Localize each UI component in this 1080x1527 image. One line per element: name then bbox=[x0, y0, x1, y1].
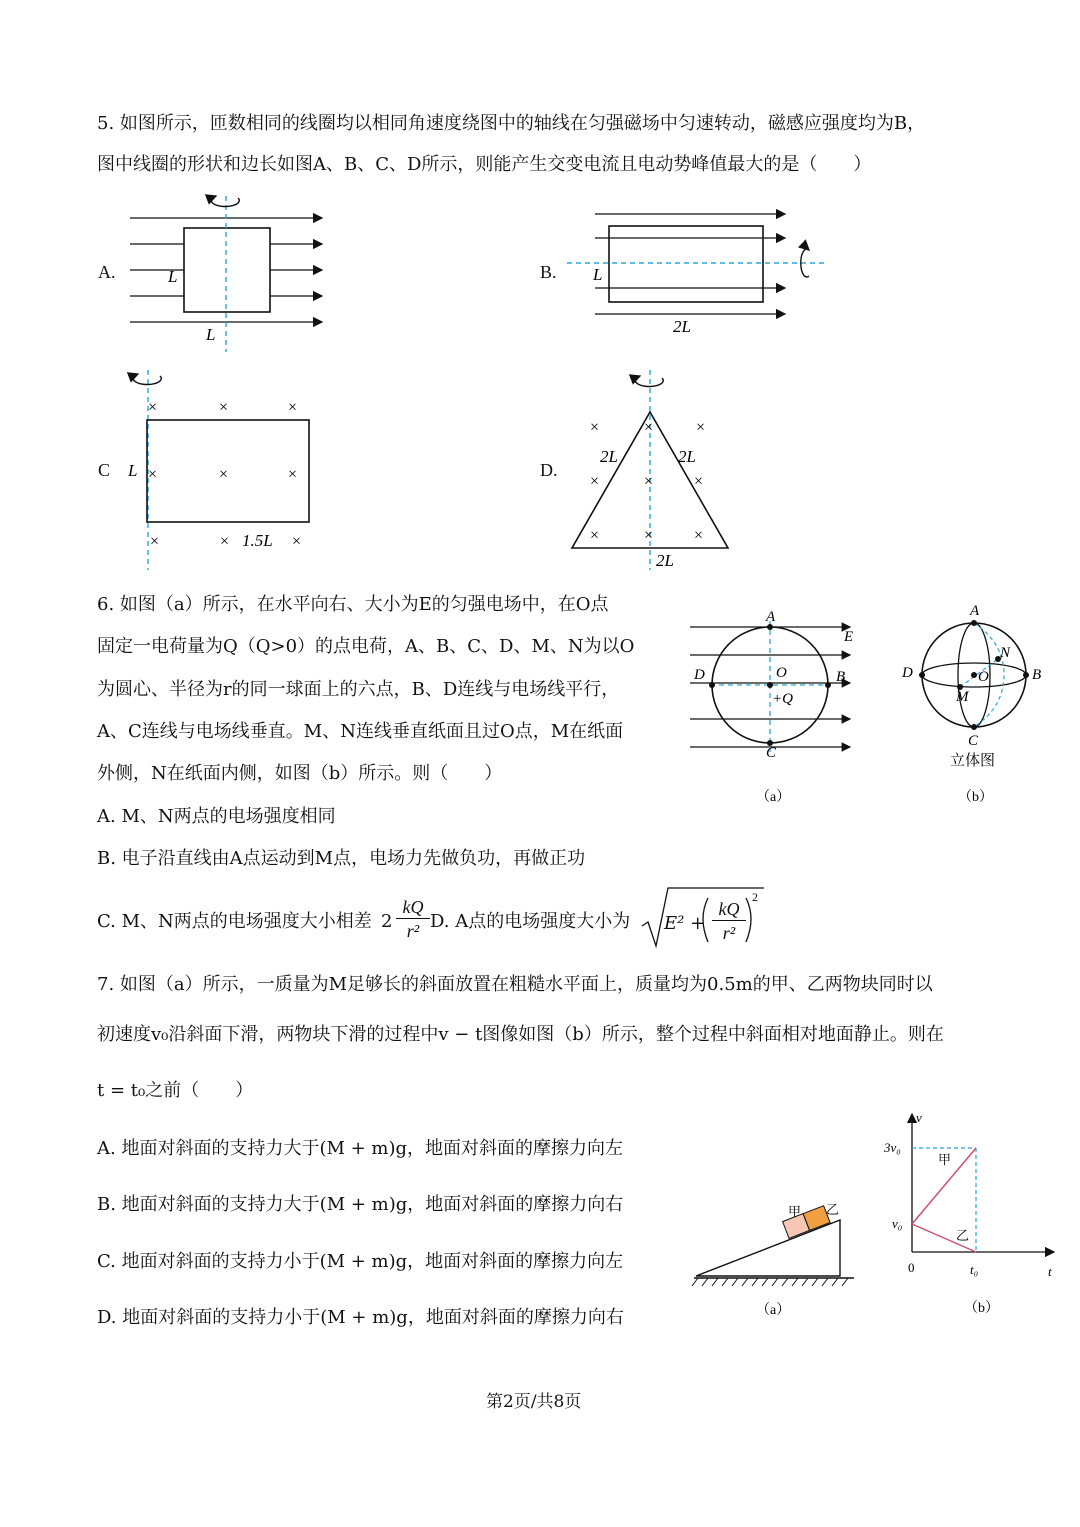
q7-line3: t = t₀之前（ ） bbox=[97, 1080, 254, 1101]
q5-figure-a bbox=[120, 188, 380, 358]
q6-line1: 6. 如图（a）所示，在水平向右、大小为E的匀强电场中，在O点 bbox=[97, 594, 609, 615]
q6-option-b: B. 电子沿直线由A点运动到M点，电场力先做负功，再做正功 bbox=[97, 848, 586, 869]
q6-option-a: A. M、N两点的电场强度相同 bbox=[97, 806, 336, 827]
q5-line1: 5. 如图所示，匝数相同的线圈均以相同角速度绕图中的轴线在匀强磁场中匀速转动，磁感应强度均为B， bbox=[97, 113, 926, 134]
q6-line4: A、C连线与电场线垂直。M、N连线垂直纸面且过O点，M在纸面 bbox=[97, 721, 624, 742]
bottom-label: 2L bbox=[673, 317, 691, 336]
page-number: 第2页/共8页 bbox=[486, 1392, 582, 1412]
q7-line2: 初速度v₀沿斜面下滑，两物块下滑的过程中v − t图像如图（b）所示，整个过程中斜面相对地面静止。则在 bbox=[97, 1024, 944, 1045]
svg-text:（a）: （a） bbox=[756, 1303, 791, 1318]
q7-option-a: A. 地面对斜面的支持力大于(M + m)g，地面对斜面的摩擦力向左 bbox=[97, 1138, 624, 1159]
q5-option-d: D. bbox=[540, 460, 558, 480]
svg-text:×: × bbox=[292, 533, 302, 550]
right-side-label: 2L bbox=[678, 447, 696, 466]
svg-text:A: A bbox=[970, 603, 980, 619]
svg-text:立体图: 立体图 bbox=[950, 753, 996, 769]
svg-text:（b）: （b） bbox=[964, 1301, 999, 1316]
q7-figure-b bbox=[880, 1108, 1060, 1318]
q6-option-d-square: 2 bbox=[752, 890, 758, 904]
svg-text:v: v bbox=[916, 1110, 922, 1125]
field-crosses bbox=[590, 419, 705, 544]
rotation-arrow-icon bbox=[133, 374, 161, 384]
q5-figure-c bbox=[120, 364, 340, 574]
svg-text:×: × bbox=[288, 466, 298, 483]
svg-text:B: B bbox=[836, 669, 846, 685]
svg-text:×: × bbox=[644, 527, 654, 544]
q7-figure-a bbox=[690, 1200, 860, 1320]
svg-text:甲: 甲 bbox=[788, 1204, 802, 1219]
svg-text:C: C bbox=[968, 733, 979, 749]
svg-text:O: O bbox=[776, 665, 787, 681]
q6-line5: 外侧，N在纸面内侧，如图（b）所示。则（ ） bbox=[97, 763, 503, 784]
q6-line3: 为圆心、半径为r的同一球面上的六点，B、D连线与电场线平行， bbox=[97, 679, 620, 700]
q5-line2: 图中线圈的形状和边长如图A、B、C、D所示，则能产生交变电流且电动势峰值最大的是（ ） bbox=[97, 154, 872, 175]
svg-text:t: t bbox=[1048, 1264, 1052, 1279]
q7-option-b: B. 地面对斜面的支持力大于(M + m)g，地面对斜面的摩擦力向右 bbox=[97, 1194, 624, 1215]
svg-text:×: × bbox=[590, 527, 600, 544]
q6-line2: 固定一电荷量为Q（Q>0）的点电荷，A、B、C、D、M、N为以O bbox=[97, 636, 635, 657]
field-crosses bbox=[148, 399, 301, 550]
side-label: L bbox=[593, 265, 603, 284]
svg-text:O: O bbox=[978, 669, 989, 685]
svg-text:×: × bbox=[694, 527, 704, 544]
q7-line1: 7. 如图（a）所示，一质量为M足够长的斜面放置在粗糙水平面上，质量均为0.5m的甲、乙两物块同时以 bbox=[97, 974, 933, 995]
rotation-arrow-icon bbox=[211, 196, 239, 206]
svg-text:×: × bbox=[696, 419, 706, 436]
svg-text:D: D bbox=[694, 667, 705, 683]
svg-text:D: D bbox=[902, 665, 913, 681]
svg-text:×: × bbox=[590, 473, 600, 490]
svg-text:v₀: v₀ bbox=[892, 1216, 903, 1231]
svg-text:×: × bbox=[694, 473, 704, 490]
svg-text:×: × bbox=[148, 466, 158, 483]
q5-option-a: A. bbox=[98, 262, 116, 282]
svg-text:乙: 乙 bbox=[826, 1202, 840, 1217]
svg-text:A: A bbox=[766, 609, 776, 625]
q6-figure-a bbox=[690, 605, 880, 805]
q5-option-b: B. bbox=[540, 262, 557, 282]
svg-text:C: C bbox=[766, 745, 777, 761]
svg-text:0: 0 bbox=[908, 1260, 915, 1275]
svg-text:乙: 乙 bbox=[956, 1228, 970, 1243]
coil bbox=[184, 228, 270, 312]
svg-text:×: × bbox=[148, 399, 158, 416]
side-label: L bbox=[168, 267, 178, 286]
bottom-label: 2L bbox=[656, 551, 674, 570]
q6-option-c-coef: 2 bbox=[381, 911, 393, 932]
q5-figure-b bbox=[565, 200, 835, 340]
svg-text:×: × bbox=[644, 419, 654, 436]
incline bbox=[696, 1220, 840, 1276]
svg-text:t₀: t₀ bbox=[970, 1262, 979, 1277]
svg-text:（b）: （b） bbox=[958, 790, 993, 805]
q6-option-c-fraction: kQ r² bbox=[396, 896, 430, 943]
side-label: L bbox=[128, 461, 138, 480]
q5-option-c: C bbox=[98, 460, 111, 480]
svg-text:M: M bbox=[956, 689, 969, 705]
svg-text:×: × bbox=[220, 533, 230, 550]
svg-text:N: N bbox=[1000, 645, 1011, 661]
svg-text:×: × bbox=[644, 473, 654, 490]
svg-text:甲: 甲 bbox=[938, 1152, 952, 1167]
svg-text:×: × bbox=[150, 533, 160, 550]
bottom-label: 1.5L bbox=[242, 531, 273, 550]
svg-text:3v₀: 3v₀ bbox=[884, 1140, 901, 1155]
q6-figure-b bbox=[900, 603, 1050, 803]
svg-text:+Q: +Q bbox=[772, 691, 793, 707]
q7-option-c: C. 地面对斜面的支持力小于(M + m)g，地面对斜面的摩擦力向左 bbox=[97, 1251, 624, 1272]
svg-text:×: × bbox=[288, 399, 298, 416]
q7-option-d: D. 地面对斜面的支持力小于(M + m)g，地面对斜面的摩擦力向右 bbox=[97, 1307, 624, 1328]
rotation-arrow-icon bbox=[635, 376, 663, 386]
svg-text:E: E bbox=[844, 629, 854, 645]
q5-figure-d bbox=[560, 366, 760, 576]
q6-option-d-e-squared: E² + bbox=[664, 913, 706, 934]
q6-option-c: C. M、N两点的电场强度大小相差 bbox=[97, 911, 372, 932]
svg-text:×: × bbox=[590, 419, 600, 436]
q6-option-d-fraction: kQ r² bbox=[712, 898, 746, 945]
svg-text:（a）: （a） bbox=[756, 790, 791, 805]
svg-text:B: B bbox=[1032, 667, 1042, 683]
bottom-label: L bbox=[206, 325, 216, 344]
q6-option-d: D. A点的电场强度大小为 bbox=[430, 911, 631, 932]
svg-text:×: × bbox=[219, 399, 229, 416]
left-side-label: 2L bbox=[600, 447, 618, 466]
svg-text:×: × bbox=[219, 466, 229, 483]
